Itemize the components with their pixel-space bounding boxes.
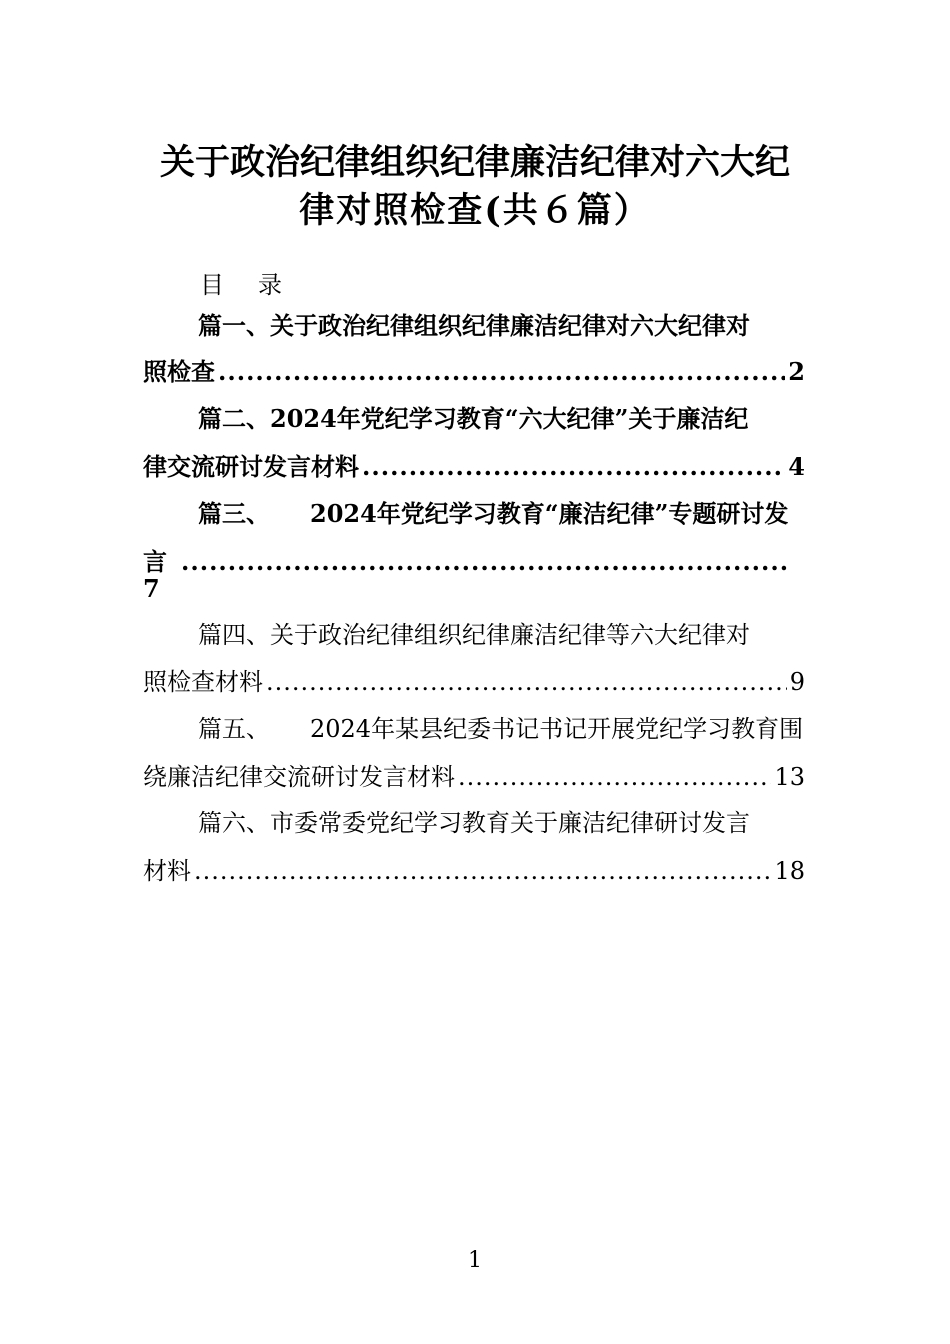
toc-entry-4-page: 9 <box>789 668 805 696</box>
toc-entry-2-line-2 <box>143 452 805 482</box>
toc-entry-2-text: 律交流研讨发言材料 <box>143 452 359 481</box>
dot-leader <box>181 547 790 577</box>
toc-entry-3-text: 言 <box>143 547 167 576</box>
dot-leader <box>218 357 785 387</box>
toc-entry-5-text: 绕廉洁纪律交流研讨发言材料 <box>143 763 455 791</box>
toc-entry-3-page: 7 <box>143 574 160 603</box>
toc-entry-6-line-2 <box>143 856 805 886</box>
toc-entry-6-page: 18 <box>774 857 805 885</box>
toc-entry-3-prefix: 篇三、 <box>198 499 270 528</box>
toc-entry-6-text: 材料 <box>143 857 191 885</box>
dot-leader <box>362 452 785 482</box>
toc-entry-3-title: 2024年党纪学习教育“廉洁纪律”专题研讨发 <box>310 499 789 528</box>
toc-entry-1-page: 2 <box>788 357 805 386</box>
toc-entry-2-page: 4 <box>788 452 805 481</box>
toc-heading: 目录 <box>200 271 316 299</box>
toc-entry-1-line-2 <box>143 357 805 387</box>
toc-entry-6-line-1: 篇六、市委常委党纪学习教育关于廉洁纪律研讨发言 <box>198 809 750 837</box>
dot-leader <box>194 856 771 886</box>
toc-entry-4-line-1: 篇四、关于政治纪律组织纪律廉洁纪律等六大纪律对 <box>198 621 750 649</box>
toc-entry-5-title: 2024年某县纪委书记书记开展党纪学习教育围 <box>310 715 804 743</box>
toc-entry-1-line-1: 篇一、关于政治纪律组织纪律廉洁纪律对六大纪律对 <box>198 311 750 340</box>
toc-entry-5-line-2 <box>143 762 805 792</box>
document-title-line-2: 律对照检查(共６篇） <box>299 190 651 231</box>
toc-entry-5-page: 13 <box>774 763 805 791</box>
toc-entry-4-text: 照检查材料 <box>143 668 263 696</box>
toc-entry-5-prefix: 篇五、 <box>198 715 270 743</box>
dot-leader <box>266 667 787 697</box>
toc-entry-5-line-1 <box>198 714 803 744</box>
page-number: 1 <box>468 1248 482 1273</box>
toc-entry-3-line-1 <box>198 499 788 529</box>
dot-leader <box>458 762 771 792</box>
document-title-line-1: 关于政治纪律组织纪律廉洁纪律对六大纪 <box>159 142 790 183</box>
toc-entry-2-line-1: 篇二、2024年党纪学习教育“六大纪律”关于廉洁纪 <box>198 404 749 433</box>
toc-entry-3-line-2 <box>143 547 793 577</box>
toc-entry-1-text: 照检查 <box>143 357 215 386</box>
toc-entry-4-line-2 <box>143 667 805 697</box>
